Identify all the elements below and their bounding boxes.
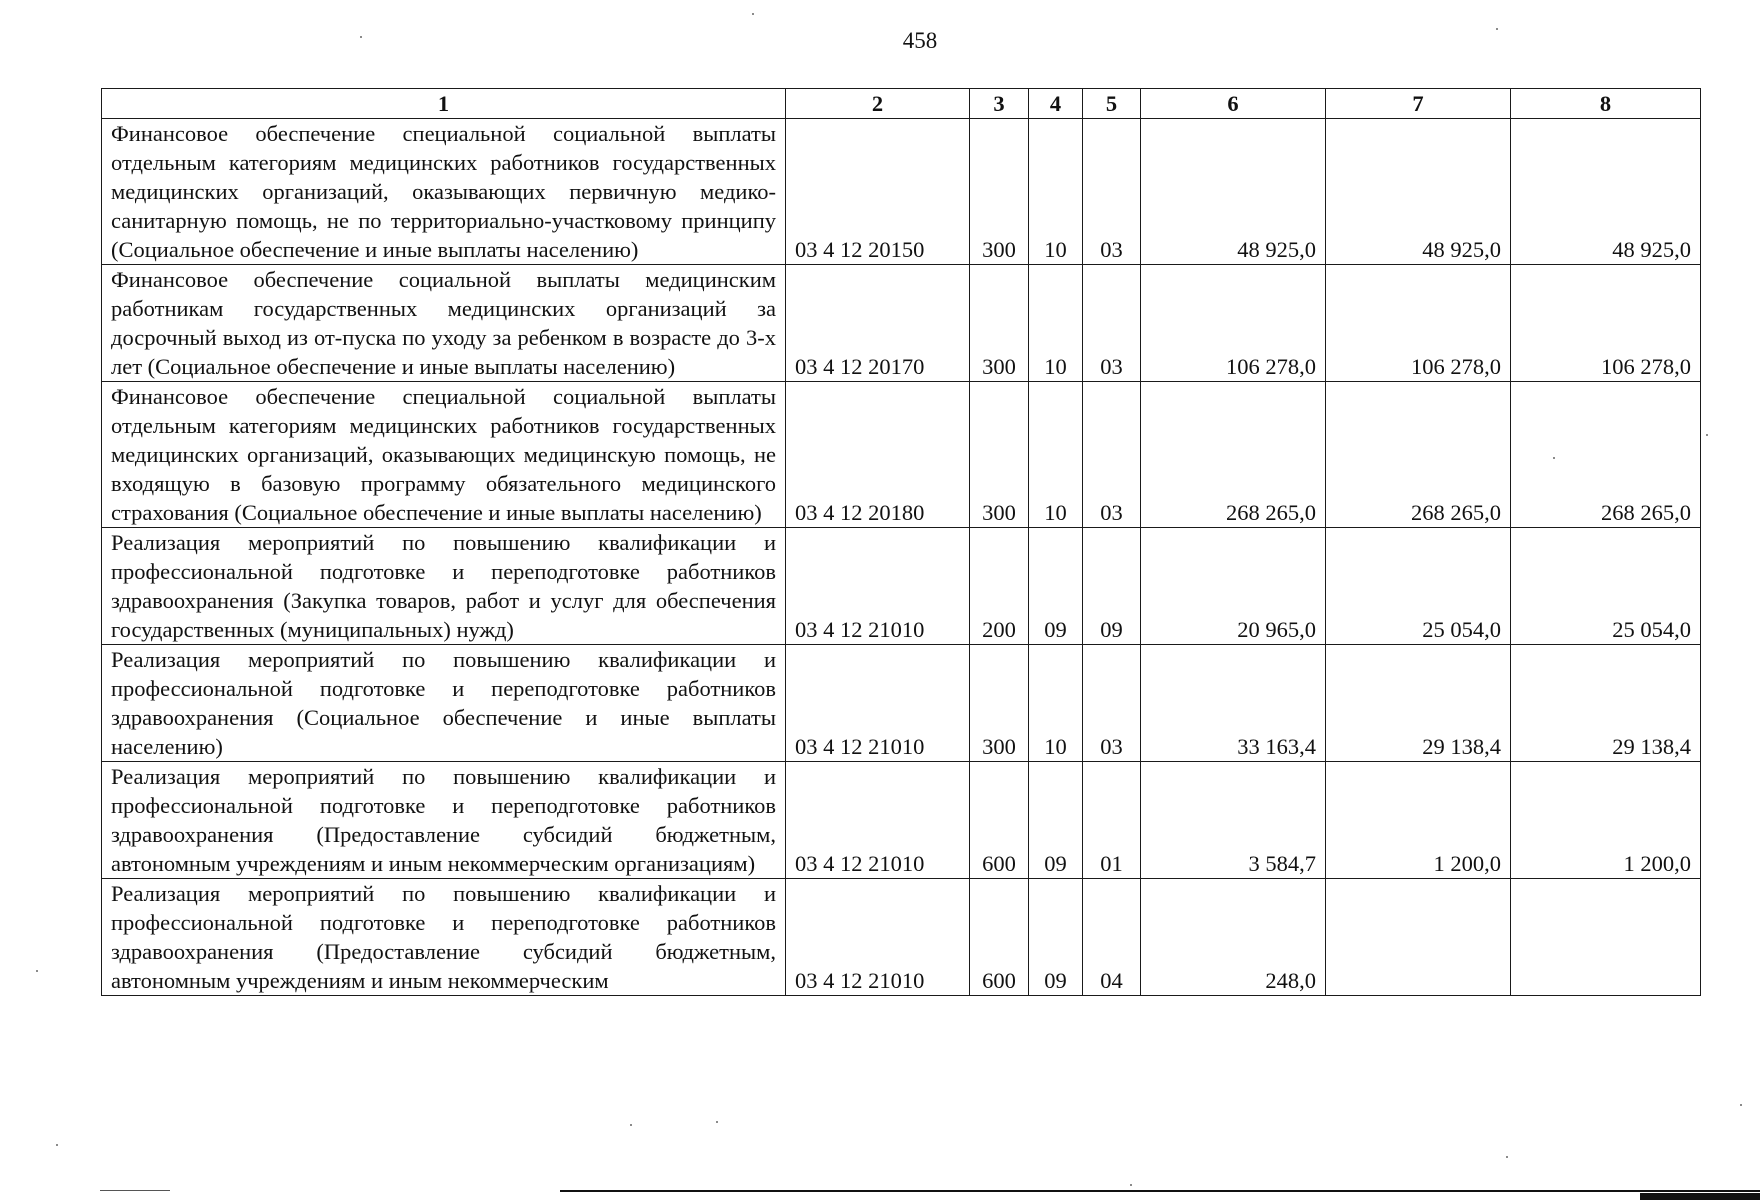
row-col3: 300: [970, 645, 1029, 762]
row-col5: 09: [1083, 528, 1141, 645]
row-description: Финансовое обеспечение социальной выплаты медицинским работникам государственных медицинских организаций за досрочный выход из от-пуска по уходу за ребенком в возрасте до 3-х лет (Социальное обеспечение и иные выплаты населению): [102, 265, 786, 382]
scan-speck: [1130, 1184, 1132, 1186]
row-code: 03 4 12 20150: [786, 119, 970, 265]
row-value-6: 106 278,0: [1141, 265, 1326, 382]
row-col4: 10: [1029, 645, 1083, 762]
scan-edge-line-left: [100, 1190, 170, 1191]
col-header-8: 8: [1511, 89, 1701, 119]
row-value-7: [1326, 879, 1511, 996]
row-value-7: 48 925,0: [1326, 119, 1511, 265]
table-row: [102, 382, 1701, 528]
row-col3: 300: [970, 119, 1029, 265]
row-value-6: 3 584,7: [1141, 762, 1326, 879]
row-col3: 600: [970, 879, 1029, 996]
row-value-8: [1511, 879, 1701, 996]
row-col4: 09: [1029, 762, 1083, 879]
row-value-6: 248,0: [1141, 879, 1326, 996]
scan-edge-bar: [1640, 1193, 1760, 1200]
row-code: 03 4 12 21010: [786, 879, 970, 996]
row-value-7: 268 265,0: [1326, 382, 1511, 528]
table-row: [102, 528, 1701, 645]
row-col5: 03: [1083, 265, 1141, 382]
row-col3: 600: [970, 762, 1029, 879]
row-col4: 10: [1029, 119, 1083, 265]
row-col4: 09: [1029, 528, 1083, 645]
row-code: 03 4 12 21010: [786, 528, 970, 645]
row-code: 03 4 12 20170: [786, 265, 970, 382]
col-header-4: 4: [1029, 89, 1083, 119]
row-col3: 300: [970, 382, 1029, 528]
scan-speck: [630, 1124, 632, 1126]
row-value-8: 1 200,0: [1511, 762, 1701, 879]
row-col4: 09: [1029, 879, 1083, 996]
row-description: Реализация мероприятий по повышению квалификации и профессиональной подготовке и переподготовке работников здравоохранения (Социальное обеспечение и иные выплаты населению): [102, 645, 786, 762]
scan-speck: [56, 1144, 58, 1146]
row-col5: 03: [1083, 119, 1141, 265]
row-code: 03 4 12 21010: [786, 762, 970, 879]
col-header-2: 2: [786, 89, 970, 119]
scan-speck: [1553, 457, 1555, 459]
table-row: [102, 762, 1701, 879]
page-number: 458: [902, 28, 938, 53]
table-row: [102, 119, 1701, 265]
scan-speck: [1506, 1156, 1508, 1158]
row-description: Реализация мероприятий по повышению квалификации и профессиональной подготовке и переподготовке работников здравоохранения (Закупка товаров, работ и услуг для обеспечения государственных (муниципальных) нужд): [102, 528, 786, 645]
table-row: [102, 645, 1701, 762]
row-description: Финансовое обеспечение специальной социальной выплаты отдельным категориям медицинских работников государственных медицинских организаций, оказывающих медицинскую помощь, не входящую в базовую программу обязательного медицинского страхования (Социальное обеспечение и иные выплаты населению): [102, 382, 786, 528]
col-header-3: 3: [970, 89, 1029, 119]
table-row: [102, 265, 1701, 382]
row-col3: 200: [970, 528, 1029, 645]
row-value-7: 1 200,0: [1326, 762, 1511, 879]
row-description: Финансовое обеспечение специальной социальной выплаты отдельным категориям медицинских работников государственных медицинских организаций, оказывающих первичную медико-санитарную помощь, не по территориально-участковому принципу (Социальное обеспечение и иные выплаты населению): [102, 119, 786, 265]
scan-speck: [752, 13, 754, 15]
scan-speck: [360, 36, 362, 38]
row-value-8: 268 265,0: [1511, 382, 1701, 528]
row-value-8: 25 054,0: [1511, 528, 1701, 645]
row-col4: 10: [1029, 382, 1083, 528]
table-row: [102, 879, 1701, 996]
col-header-7: 7: [1326, 89, 1511, 119]
scan-speck: [716, 1121, 718, 1123]
row-value-6: 48 925,0: [1141, 119, 1326, 265]
row-value-6: 268 265,0: [1141, 382, 1326, 528]
row-value-7: 29 138,4: [1326, 645, 1511, 762]
scan-speck: [36, 970, 38, 972]
col-header-6: 6: [1141, 89, 1326, 119]
row-value-8: 48 925,0: [1511, 119, 1701, 265]
row-value-8: 106 278,0: [1511, 265, 1701, 382]
row-code: 03 4 12 20180: [786, 382, 970, 528]
row-description: Реализация мероприятий по повышению квалификации и профессиональной подготовке и переподготовке работников здравоохранения (Предоставление субсидий бюджетным, автономным учреждениям и иным некоммерческим: [102, 879, 786, 996]
budget-table: [101, 88, 1701, 996]
row-col5: 04: [1083, 879, 1141, 996]
col-header-1: 1: [102, 89, 786, 119]
row-col5: 03: [1083, 382, 1141, 528]
row-col3: 300: [970, 265, 1029, 382]
row-value-7: 25 054,0: [1326, 528, 1511, 645]
row-value-8: 29 138,4: [1511, 645, 1701, 762]
scan-edge-line-right: [560, 1190, 1760, 1192]
row-description: Реализация мероприятий по повышению квалификации и профессиональной подготовке и переподготовке работников здравоохранения (Предоставление субсидий бюджетным, автономным учреждениям и иным некоммерческим организациям): [102, 762, 786, 879]
row-value-7: 106 278,0: [1326, 265, 1511, 382]
col-header-5: 5: [1083, 89, 1141, 119]
row-value-6: 33 163,4: [1141, 645, 1326, 762]
row-col5: 01: [1083, 762, 1141, 879]
scan-speck: [1496, 28, 1498, 30]
row-col4: 10: [1029, 265, 1083, 382]
scan-speck: [1706, 434, 1708, 436]
scan-speck: [1740, 1104, 1742, 1106]
row-col5: 03: [1083, 645, 1141, 762]
row-value-6: 20 965,0: [1141, 528, 1326, 645]
header-row: [102, 89, 1701, 119]
row-code: 03 4 12 21010: [786, 645, 970, 762]
